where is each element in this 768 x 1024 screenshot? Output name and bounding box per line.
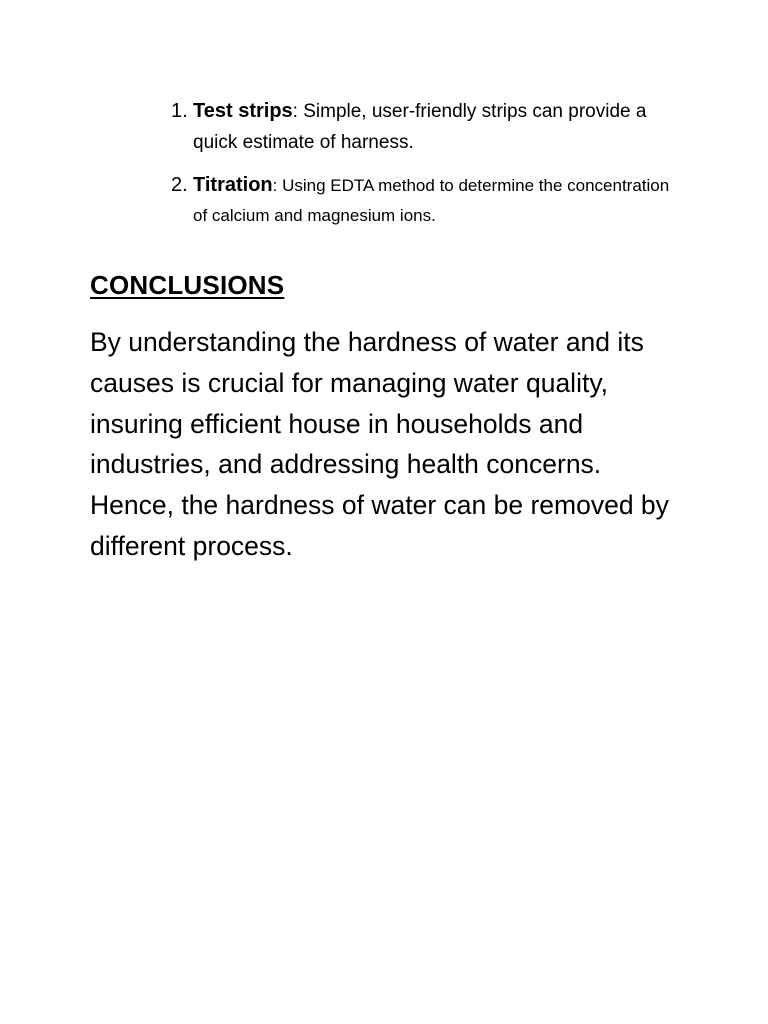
conclusions-heading: CONCLUSIONS <box>90 270 285 300</box>
list-item-term: Titration <box>193 174 273 196</box>
conclusions-paragraph: By understanding the hardness of water and its causes is crucial for managing water quality, insuring efficient house in households and industries, and addressing health concerns. Hence, the hardness of water can be removed by different process. <box>90 327 669 561</box>
list-item-separator: : <box>292 101 304 122</box>
list-item-term: Test strips <box>193 100 293 122</box>
list-item-test-strips <box>165 96 685 158</box>
list-item-description: Using EDTA method to determine the concentration of calcium and magnesium ions. <box>193 176 670 225</box>
list-item-titration <box>165 170 685 231</box>
list-item-description: Simple, user-friendly strips can provide a quick estimate of harness. <box>193 101 647 153</box>
list-item-number: 2. <box>171 174 188 196</box>
testing-methods-list <box>165 96 685 231</box>
list-item-separator: : <box>272 176 283 195</box>
list-item-number: 1. <box>171 100 188 122</box>
